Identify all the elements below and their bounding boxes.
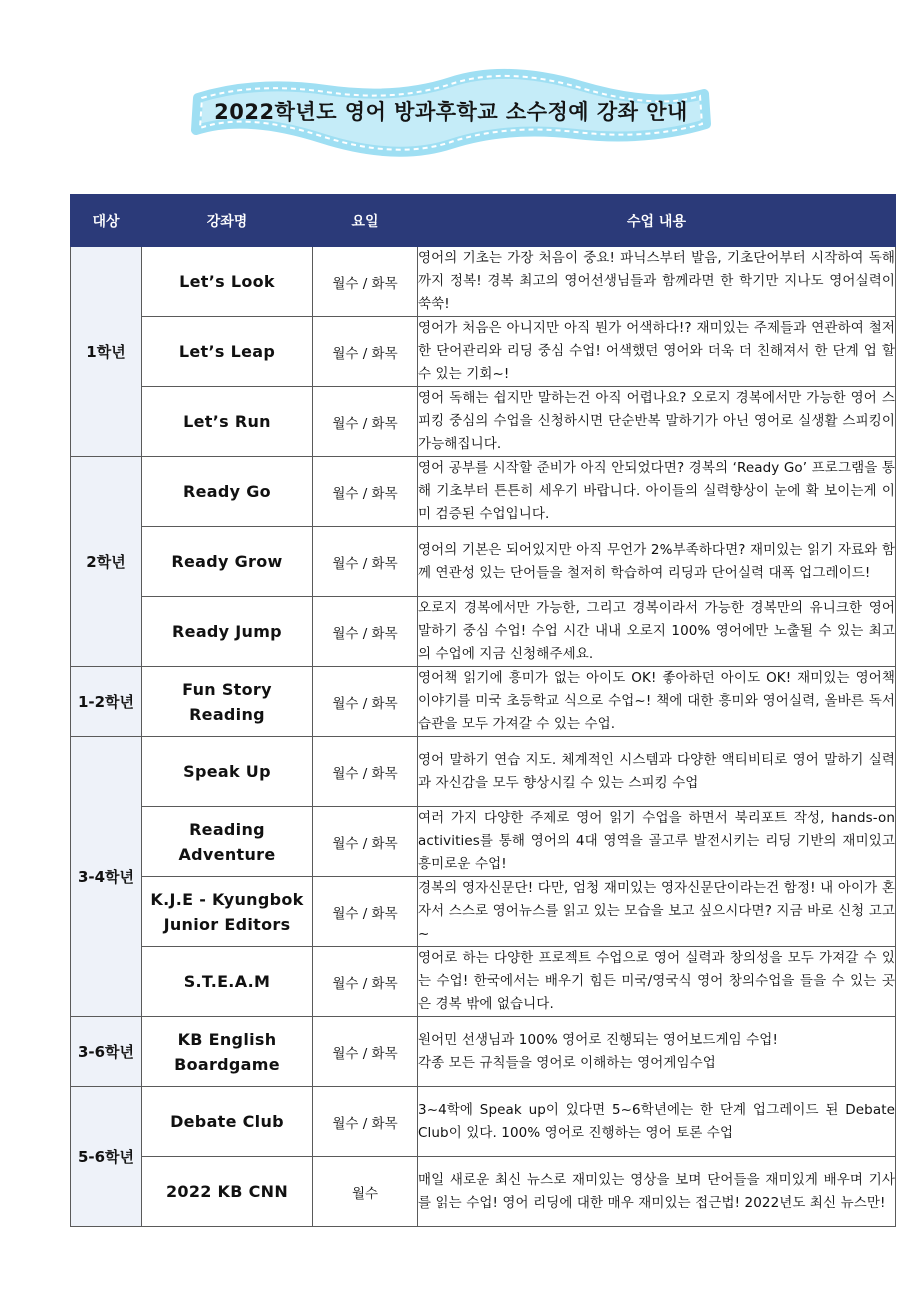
course-day: 월수 / 화목 bbox=[313, 1087, 418, 1157]
course-name: Reading Adventure bbox=[142, 807, 313, 877]
table-row bbox=[71, 597, 896, 667]
course-name: Fun Story Reading bbox=[142, 667, 313, 737]
header-target: 대상 bbox=[71, 195, 142, 247]
course-name: Speak Up bbox=[142, 737, 313, 807]
table-row bbox=[71, 807, 896, 877]
grade-cell: 3-4학년 bbox=[71, 737, 142, 1017]
grade-cell: 1학년 bbox=[71, 247, 142, 457]
grade-cell: 5-6학년 bbox=[71, 1087, 142, 1227]
course-day: 월수 / 화목 bbox=[313, 1017, 418, 1087]
grade-cell: 3-6학년 bbox=[71, 1017, 142, 1087]
course-description: 매일 새로운 최신 뉴스로 재미있는 영상을 보며 단어들을 재미있게 배우며 기사를 읽는 수업! 영어 리딩에 대한 매우 재미있는 접근법! 2022년도 최신 뉴스만! bbox=[418, 1157, 896, 1227]
course-description: 영어가 처음은 아니지만 아직 뭔가 어색하다!? 재미있는 주제들과 연관하여 철저한 단어관리와 리딩 중심 수업! 어색했던 영어와 더욱 더 친해져서 한 단계 업 할 수 있는 기회~! bbox=[418, 317, 896, 387]
table-row bbox=[71, 1087, 896, 1157]
table-row bbox=[71, 737, 896, 807]
course-name: Ready Grow bbox=[142, 527, 313, 597]
page-title: 2022학년도 영어 방과후학교 소수정예 강좌 안내 bbox=[214, 100, 688, 124]
title-banner bbox=[186, 58, 716, 164]
course-day: 월수 / 화목 bbox=[313, 527, 418, 597]
table-row bbox=[71, 387, 896, 457]
course-day: 월수 / 화목 bbox=[313, 807, 418, 877]
course-description: 영어로 하는 다양한 프로젝트 수업으로 영어 실력과 창의성을 모두 가져갈 수 있는 수업! 한국에서는 배우기 힘든 미국/영국식 영어 창의수업을 들을 수 있는 곳은 경복 밖에 없습니다. bbox=[418, 947, 896, 1017]
course-table bbox=[70, 194, 896, 1227]
course-description: 경복의 영자신문단! 다만, 엄청 재미있는 영자신문단이라는건 함정! 내 아이가 혼자서 스스로 영어뉴스를 읽고 있는 모습을 보고 싶으시다면? 지금 바로 신청 고고~ bbox=[418, 877, 896, 947]
table-row bbox=[71, 877, 896, 947]
course-description: 영어책 읽기에 흥미가 없는 아이도 OK! 좋아하던 아이도 OK! 재미있는 영어책 이야기를 미국 초등학교 식으로 수업~! 책에 대한 흥미와 영어실력, 올바른 독서습관을 모두 가져갈 수 있는 수업. bbox=[418, 667, 896, 737]
course-day: 월수 / 화목 bbox=[313, 247, 418, 317]
course-name: Let’s Leap bbox=[142, 317, 313, 387]
course-day: 월수 / 화목 bbox=[313, 457, 418, 527]
course-day: 월수 / 화목 bbox=[313, 317, 418, 387]
course-description: 여러 가지 다양한 주제로 영어 읽기 수업을 하면서 북리포트 작성, hands-on activities를 통해 영어의 4대 영역을 골고루 발전시키는 리딩 기반의 재미있고 흥미로운 수업! bbox=[418, 807, 896, 877]
table-row bbox=[71, 317, 896, 387]
grade-cell: 1-2학년 bbox=[71, 667, 142, 737]
table-row bbox=[71, 947, 896, 1017]
course-description: 원어민 선생님과 100% 영어로 진행되는 영어보드게임 수업! 각종 모든 규칙들을 영어로 이해하는 영어게임수업 bbox=[418, 1017, 896, 1087]
course-day: 월수 / 화목 bbox=[313, 737, 418, 807]
course-description: 영어의 기초는 가장 처음이 중요! 파닉스부터 발음, 기초단어부터 시작하여 독해까지 정복! 경복 최고의 영어선생님들과 함께라면 한 학기만 지나도 영어실력이 쑥쑥! bbox=[418, 247, 896, 317]
table-row bbox=[71, 457, 896, 527]
table-row bbox=[71, 527, 896, 597]
course-name: Let’s Look bbox=[142, 247, 313, 317]
grade-cell: 2학년 bbox=[71, 457, 142, 667]
course-day: 월수 / 화목 bbox=[313, 667, 418, 737]
table-row bbox=[71, 1157, 896, 1227]
course-day: 월수 bbox=[313, 1157, 418, 1227]
course-name: Ready Go bbox=[142, 457, 313, 527]
course-name: Debate Club bbox=[142, 1087, 313, 1157]
course-name: KB English Boardgame bbox=[142, 1017, 313, 1087]
course-description: 영어의 기본은 되어있지만 아직 무언가 2%부족하다면? 재미있는 읽기 자료와 함께 연관성 있는 단어들을 철저히 학습하여 리딩과 단어실력 대폭 업그레이드! bbox=[418, 527, 896, 597]
course-day: 월수 / 화목 bbox=[313, 597, 418, 667]
course-name: Ready Jump bbox=[142, 597, 313, 667]
course-day: 월수 / 화목 bbox=[313, 387, 418, 457]
header-course: 강좌명 bbox=[142, 195, 313, 247]
course-description: 영어 독해는 쉽지만 말하는건 아직 어렵나요? 오로지 경복에서만 가능한 영어 스피킹 중심의 수업을 신청하시면 단순반복 말하기가 아닌 영어로 실생활 스피킹이 가능해집니다. bbox=[418, 387, 896, 457]
table-row bbox=[71, 1017, 896, 1087]
course-description: 3~4학에 Speak up이 있다면 5~6학년에는 한 단계 업그레이드 된 Debate Club이 있다. 100% 영어로 진행하는 영어 토론 수업 bbox=[418, 1087, 896, 1157]
header-content: 수업 내용 bbox=[418, 195, 896, 247]
table-row bbox=[71, 667, 896, 737]
header-day: 요일 bbox=[313, 195, 418, 247]
table-header-row bbox=[71, 195, 896, 247]
course-description: 영어 말하기 연습 지도. 체계적인 시스템과 다양한 액티비티로 영어 말하기 실력과 자신감을 모두 향상시킬 수 있는 스피킹 수업 bbox=[418, 737, 896, 807]
course-day: 월수 / 화목 bbox=[313, 877, 418, 947]
course-name: S.T.E.A.M bbox=[142, 947, 313, 1017]
course-description: 영어 공부를 시작할 준비가 아직 안되었다면? 경복의 ‘Ready Go’ 프로그램을 통해 기초부터 튼튼히 세우기 바랍니다. 아이들의 실력향상이 눈에 확 보이는게 이미 검증된 수업입니다. bbox=[418, 457, 896, 527]
table-row bbox=[71, 247, 896, 317]
course-day: 월수 / 화목 bbox=[313, 947, 418, 1017]
course-name: 2022 KB CNN bbox=[142, 1157, 313, 1227]
course-name: K.J.E - Kyungbok Junior Editors bbox=[142, 877, 313, 947]
course-description: 오로지 경복에서만 가능한, 그리고 경복이라서 가능한 경복만의 유니크한 영어 말하기 중심 수업! 수업 시간 내내 오로지 100% 영어에만 노출될 수 있는 최고의 수업에 지금 신청해주세요. bbox=[418, 597, 896, 667]
course-name: Let’s Run bbox=[142, 387, 313, 457]
